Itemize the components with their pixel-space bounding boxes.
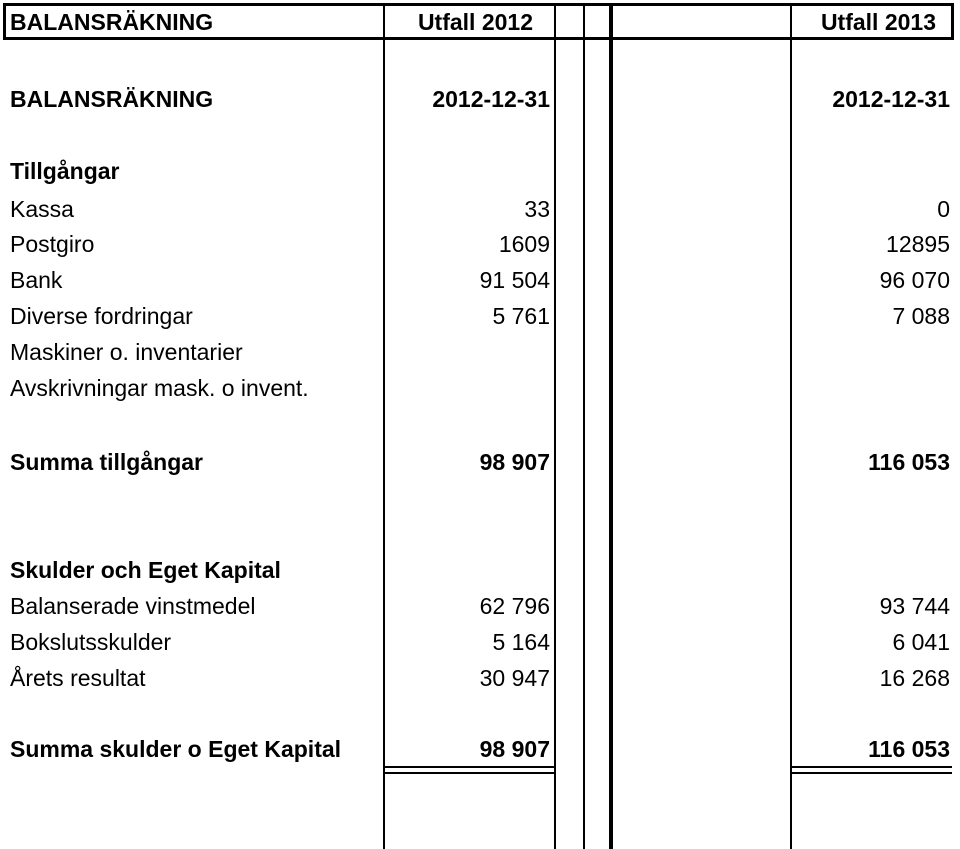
header-divider-1 xyxy=(383,3,385,40)
row-value-2012: 30 947 xyxy=(479,665,550,691)
assets-total-2013: 116 053 xyxy=(868,449,950,475)
liabilities-heading: Skulder och Eget Kapital xyxy=(10,557,281,583)
row-label: Postgiro xyxy=(10,231,95,257)
row-value-2013: 96 070 xyxy=(879,267,950,293)
double-underline-2013 xyxy=(792,766,952,774)
header-divider-5 xyxy=(790,3,792,40)
row-value-2013: 12895 xyxy=(886,231,950,257)
column-divider-3 xyxy=(583,40,585,849)
row-label: Balanserade vinstmedel xyxy=(10,593,256,619)
row-value-2013: 93 744 xyxy=(879,593,950,619)
assets-total-label: Summa tillgångar xyxy=(10,449,203,475)
column-divider-1 xyxy=(383,40,385,849)
row-value-2012: 62 796 xyxy=(479,593,550,619)
subheader-date-2013: 2012-12-31 xyxy=(832,86,950,112)
row-label: Årets resultat xyxy=(10,665,146,691)
row-value-2012: 5 164 xyxy=(492,629,550,655)
row-label: Avskrivningar mask. o invent. xyxy=(10,375,309,401)
row-label: Bokslutsskulder xyxy=(10,629,172,655)
column-divider-2 xyxy=(554,40,556,849)
row-label: Kassa xyxy=(10,196,74,222)
subheader-title: BALANSRÄKNING xyxy=(10,86,214,112)
column-divider-5 xyxy=(790,40,792,849)
row-value-2013: 16 268 xyxy=(879,665,950,691)
header-col-2012: Utfall 2012 xyxy=(417,9,533,35)
row-value-2012: 1609 xyxy=(498,231,550,257)
subheader-date-2012: 2012-12-31 xyxy=(432,86,550,112)
row-value-2012: 33 xyxy=(524,196,550,222)
row-value-2012: 91 504 xyxy=(479,267,550,293)
header-title: BALANSRÄKNING xyxy=(10,9,214,35)
header-divider-2 xyxy=(554,3,556,40)
assets-total-2012: 98 907 xyxy=(479,449,550,475)
row-value-2012: 5 761 xyxy=(492,303,550,329)
column-divider-4 xyxy=(609,40,613,849)
row-value-2013: 6 041 xyxy=(892,629,950,655)
row-value-2013: 7 088 xyxy=(892,303,950,329)
row-value-2013: 0 xyxy=(937,196,950,222)
double-underline-2012 xyxy=(385,766,554,774)
row-label: Maskiner o. inventarier xyxy=(10,339,243,365)
assets-heading: Tillgångar xyxy=(10,158,120,184)
row-label: Diverse fordringar xyxy=(10,303,193,329)
liabilities-total-label: Summa skulder o Eget Kapital xyxy=(10,736,342,762)
liabilities-total-2013: 116 053 xyxy=(868,736,950,762)
liabilities-total-2012: 98 907 xyxy=(479,736,550,762)
header-divider-4 xyxy=(609,3,613,40)
header-col-2013: Utfall 2013 xyxy=(820,9,936,35)
header-divider-3 xyxy=(583,3,585,40)
row-label: Bank xyxy=(10,267,63,293)
